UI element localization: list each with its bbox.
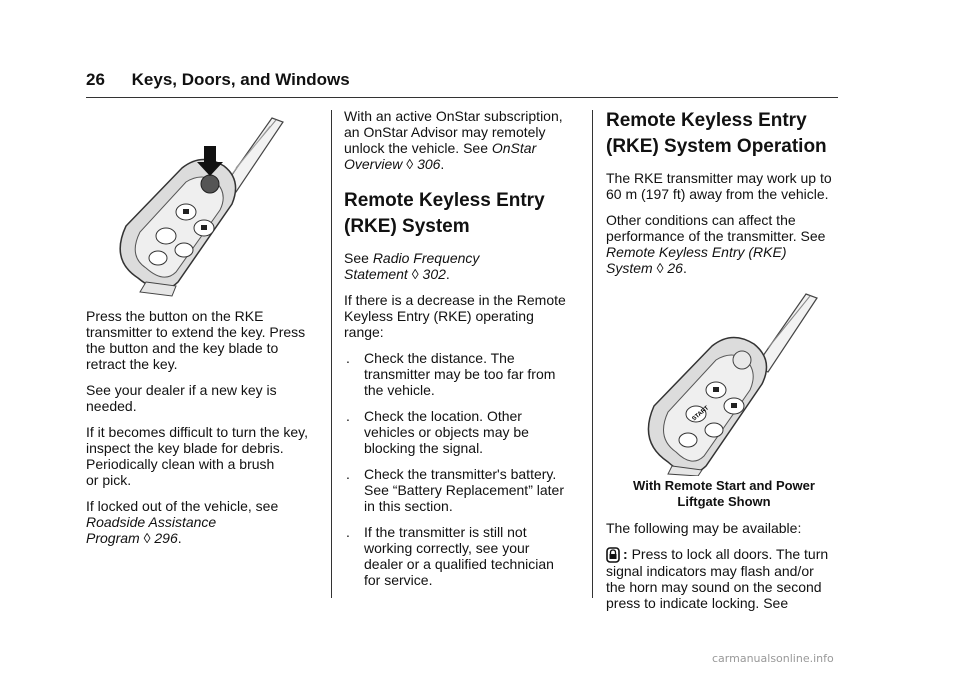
- page-number: 26: [86, 70, 105, 89]
- page-ref[interactable]: 296: [154, 530, 178, 546]
- cross-reference-link[interactable]: Roadside Assistance Program: [86, 514, 217, 546]
- paragraph: If it becomes difficult to turn the key, inspect the key blade for debris. Periodically clean with a brush or pick.: [86, 424, 309, 488]
- list-item-text: Check the distance. The transmitter may be too far from the vehicle.: [364, 350, 556, 398]
- list-item-text: Check the transmitter's battery. See “Battery Replacement” later in this section.: [364, 466, 564, 514]
- paragraph: See Radio Frequency Statement ◊ 302.: [344, 250, 480, 282]
- key-fob-extend-illustration: [86, 108, 318, 298]
- ref-arrow-icon: ◊: [406, 156, 414, 172]
- paragraph: If there is a decrease in the Remote Keyless Entry (RKE) operating range:: [344, 292, 566, 340]
- bullet-marker: .: [346, 408, 350, 424]
- list-item: [344, 350, 580, 398]
- paragraph: If locked out of the vehicle, see Roadside Assistance Program ◊ 296.: [86, 498, 279, 546]
- cross-reference-link[interactable]: Radio Frequency Statement: [344, 250, 480, 282]
- column-divider: [331, 110, 332, 598]
- paragraph: Other conditions can affect the performance of the transmitter. See Remote Keyless Entry (RKE) System ◊ 26.: [606, 212, 826, 276]
- ref-arrow-icon: ◊: [143, 530, 151, 546]
- list-item-text: Check the location. Other vehicles or objects may be blocking the signal.: [364, 408, 529, 456]
- paragraph: The RKE transmitter may work up to 60 m (197 ft) away from the vehicle.: [606, 170, 832, 202]
- paragraph: [606, 546, 842, 611]
- page-ref[interactable]: 26: [667, 260, 683, 276]
- paragraph: With an active OnStar subscription, an OnStar Advisor may remotely unlock the vehicle. See OnStar Overview ◊ 306.: [344, 108, 563, 172]
- column-2: [344, 108, 580, 598]
- bullet-marker: .: [346, 350, 350, 366]
- paragraph: See your dealer if a new key is needed.: [86, 382, 277, 414]
- page-header: [86, 70, 350, 90]
- column-divider: [592, 110, 593, 598]
- ref-arrow-icon: ◊: [411, 266, 419, 282]
- lock-icon: [606, 547, 620, 563]
- section-title: Keys, Doors, and Windows: [131, 70, 350, 89]
- footer-watermark: carmanualsonline.info: [712, 652, 834, 665]
- cross-reference-link[interactable]: Remote Keyless Entry (RKE) System: [606, 244, 787, 276]
- paragraph: Press the button on the RKE transmitter to extend the key. Press the button and the key blade to retract the key.: [86, 308, 306, 372]
- list-item-text: If the transmitter is still not working correctly, see your dealer or a qualified technician for service.: [364, 524, 554, 588]
- bullet-list: [344, 350, 580, 588]
- section-heading: Remote Keyless Entry (RKE) System: [344, 190, 545, 237]
- paragraph: The following may be available:: [606, 520, 802, 536]
- paragraph-lead: See: [344, 250, 369, 266]
- remote-start-label: START: [691, 405, 711, 423]
- column-1: [86, 108, 318, 556]
- paragraph-lead: Other conditions can affect the performance of the transmitter. See: [606, 212, 826, 244]
- column-3: [606, 108, 842, 621]
- paragraph-lead: With an active OnStar subscription, an OnStar Advisor may remotely unlock the vehicle. See: [344, 108, 563, 156]
- list-item: [344, 524, 580, 588]
- cross-reference-link[interactable]: OnStar Overview: [344, 140, 537, 172]
- list-item: [344, 408, 580, 456]
- bullet-marker: .: [346, 524, 350, 540]
- key-fob-remote-start-illustration: [606, 286, 842, 476]
- paragraph-text: Press to lock all doors. The turn signal indicators may flash and/or the horn may sound on the second press to indicate locking. See: [606, 546, 829, 612]
- bullet-marker: .: [346, 466, 350, 482]
- key-fob-icon: [648, 337, 766, 476]
- icon-colon: :: [623, 546, 628, 562]
- page-ref[interactable]: 302: [422, 266, 446, 282]
- section-heading: Remote Keyless Entry (RKE) System Operation: [606, 110, 827, 157]
- figure-caption: With Remote Start and Power Liftgate Shown: [633, 478, 815, 509]
- ref-arrow-icon: ◊: [656, 260, 664, 276]
- header-rule: [86, 97, 838, 98]
- key-fob-icon: [120, 159, 235, 296]
- page-ref[interactable]: 306: [417, 156, 441, 172]
- paragraph-lead: If locked out of the vehicle, see: [86, 498, 279, 514]
- list-item: [344, 466, 580, 514]
